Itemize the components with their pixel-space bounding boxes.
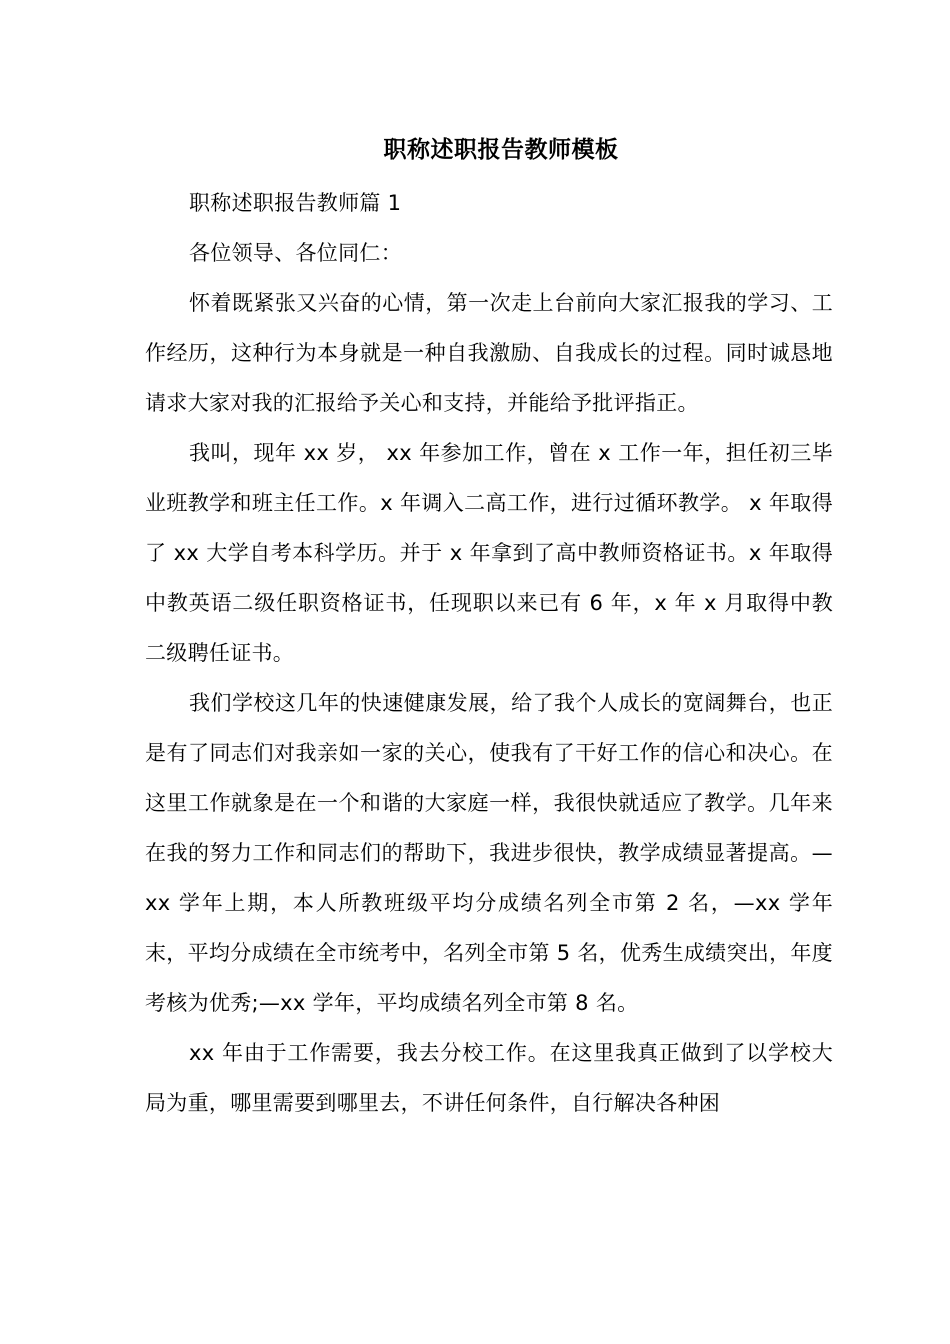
document-body bbox=[145, 178, 833, 1128]
body-paragraph: 我叫，现年 xx 岁， xx 年参加工作，曾在 x 工作一年，担任初三毕业班教学和班主任工作。x 年调入二高工作，进行过循环教学。 x 年取得了 xx 大学自考本科学历。并于 x 年拿到了高中教师资格证书。x 年取得中教英语二级任职资格证书，任现职以来已有 6 年，x 年 x 月取得中教二级聘任证书。 bbox=[145, 441, 833, 665]
body-paragraph: 怀着既紧张又兴奋的心情，第一次走上台前向大家汇报我的学习、工作经历，这种行为本身就是一种自我激励、自我成长的过程。同时诚恳地请求大家对我的汇报给予关心和支持，并能给予批评指正。 bbox=[145, 291, 833, 415]
document-title: 职称述职报告教师模板 bbox=[383, 137, 619, 163]
body-paragraph: xx 年由于工作需要，我去分校工作。在这里我真正做到了以学校大局为重，哪里需要到哪里去，不讲任何条件，自行解决各种困 bbox=[145, 1041, 833, 1115]
salutation-paragraph: 各位领导、各位同仁： bbox=[189, 241, 402, 265]
body-paragraph: 我们学校这几年的快速健康发展，给了我个人成长的宽阔舞台，也正是有了同志们对我亲如一家的关心，使我有了干好工作的信心和决心。在这里工作就象是在一个和谐的大家庭一样，我很快就适应了教学。几年来在我的努力工作和同志们的帮助下，我进步很快，教学成绩显著提高。—xx 学年上期，本人所教班级平均分成绩名列全市第 2 名，—xx 学年末，平均分成绩在全市统考中，名列全市第 5 名，优秀生成绩突出，年度考核为优秀;—xx 学年，平均成绩名列全市第 8 名。 bbox=[145, 691, 833, 1015]
section-heading: 职称述职报告教师篇 1 bbox=[189, 191, 402, 215]
